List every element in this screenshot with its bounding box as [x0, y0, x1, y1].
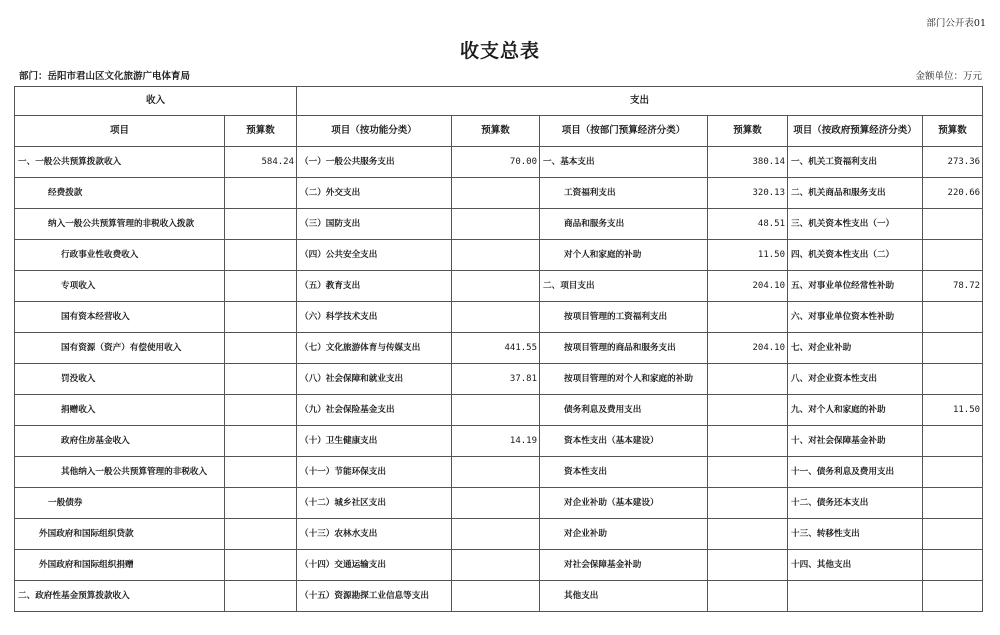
gov-economic-budget-cell: [923, 457, 983, 488]
income-item-cell: 纳入一般公共预算管理的非税收入拨款: [15, 209, 225, 240]
function-budget-cell: [452, 240, 540, 271]
table-row: [15, 271, 983, 302]
dept-economic-item-cell: 对企业补助（基本建设）: [540, 488, 708, 519]
table-row: [15, 240, 983, 271]
income-budget-cell: [225, 550, 297, 581]
gov-economic-budget-cell: [923, 364, 983, 395]
dept-economic-budget-cell: [708, 364, 788, 395]
function-budget-cell: [452, 271, 540, 302]
gov-economic-item-cell: 十四、其他支出: [788, 550, 923, 581]
gov-economic-budget-cell: [923, 302, 983, 333]
table-row: [15, 457, 983, 488]
function-budget-cell: [452, 550, 540, 581]
department-label: 部门：岳阳市君山区文化旅游广电体育局: [19, 71, 191, 82]
gov-economic-budget-cell: [923, 333, 983, 364]
income-item-cell: 政府住房基金收入: [15, 426, 225, 457]
gov-economic-item-cell: [788, 581, 923, 612]
income-item-cell: 经费拨款: [15, 178, 225, 209]
table-row: [15, 550, 983, 581]
gov-economic-budget-cell: [923, 426, 983, 457]
function-item-cell: （二）外交支出: [297, 178, 452, 209]
dept-economic-budget-cell: 48.51: [708, 209, 788, 240]
function-budget-cell: [452, 519, 540, 550]
function-item-cell: （三）国防支出: [297, 209, 452, 240]
gov-economic-item-cell: 九、对个人和家庭的补助: [788, 395, 923, 426]
dept-economic-budget-cell: [708, 426, 788, 457]
expense-header: 支出: [297, 87, 983, 116]
gov-economic-budget-cell: [923, 240, 983, 271]
dept-economic-item-cell: 按项目管理的工资福利支出: [540, 302, 708, 333]
income-item-cell: 国有资本经营收入: [15, 302, 225, 333]
gov-economic-item-cell: 四、机关资本性支出（二）: [788, 240, 923, 271]
income-budget-cell: [225, 209, 297, 240]
header-row-1: [15, 87, 983, 116]
function-item-cell: （十一）节能环保支出: [297, 457, 452, 488]
function-item-cell: （十）卫生健康支出: [297, 426, 452, 457]
income-item-cell: 一、一般公共预算拨款收入: [15, 147, 225, 178]
dept-economic-item-cell: 债务利息及费用支出: [540, 395, 708, 426]
function-budget-cell: [452, 488, 540, 519]
dept-economic-budget-cell: 204.10: [708, 271, 788, 302]
gov-economic-budget-cell: 273.36: [923, 147, 983, 178]
page-title: 收支总表: [459, 40, 540, 62]
dept-economic-budget-cell: 11.50: [708, 240, 788, 271]
function-item-cell: （七）文化旅游体育与传媒支出: [297, 333, 452, 364]
table-row: [15, 581, 983, 612]
dept-economic-budget-cell: 380.14: [708, 147, 788, 178]
dept-economic-item-cell: 商品和服务支出: [540, 209, 708, 240]
gov-economic-budget-cell: [923, 488, 983, 519]
income-item-cell: 捐赠收入: [15, 395, 225, 426]
dept-economic-budget-cell: 320.13: [708, 178, 788, 209]
function-budget-cell: [452, 457, 540, 488]
function-item-cell: （十五）资源勘探工业信息等支出: [297, 581, 452, 612]
gov-economic-item-cell: 十三、转移性支出: [788, 519, 923, 550]
gov-economic-item-cell: 十、对社会保障基金补助: [788, 426, 923, 457]
col-func-header: 项目（按功能分类）: [297, 116, 452, 147]
function-item-cell: （五）教育支出: [297, 271, 452, 302]
income-budget-cell: [225, 333, 297, 364]
col-budget-header: 预算数: [708, 116, 788, 147]
income-item-cell: 罚没收入: [15, 364, 225, 395]
income-item-cell: 专项收入: [15, 271, 225, 302]
function-budget-cell: [452, 178, 540, 209]
table-row: [15, 147, 983, 178]
function-budget-cell: [452, 209, 540, 240]
income-item-cell: 二、政府性基金预算拨款收入: [15, 581, 225, 612]
income-budget-cell: [225, 395, 297, 426]
gov-economic-item-cell: 二、机关商品和服务支出: [788, 178, 923, 209]
dept-economic-budget-cell: [708, 581, 788, 612]
income-item-cell: 其他纳入一般公共预算管理的非税收入: [15, 457, 225, 488]
table-row: [15, 426, 983, 457]
gov-economic-budget-cell: [923, 550, 983, 581]
income-budget-cell: [225, 364, 297, 395]
function-item-cell: （一）一般公共服务支出: [297, 147, 452, 178]
dept-economic-item-cell: 一、基本支出: [540, 147, 708, 178]
gov-economic-budget-cell: 220.66: [923, 178, 983, 209]
function-budget-cell: 70.00: [452, 147, 540, 178]
col-budget-header: 预算数: [452, 116, 540, 147]
income-budget-cell: [225, 581, 297, 612]
dept-economic-budget-cell: [708, 395, 788, 426]
dept-economic-item-cell: 按项目管理的商品和服务支出: [540, 333, 708, 364]
gov-economic-item-cell: 七、对企业补助: [788, 333, 923, 364]
income-header: 收入: [15, 87, 297, 116]
table-row: [15, 519, 983, 550]
function-item-cell: （十四）交通运输支出: [297, 550, 452, 581]
function-item-cell: （六）科学技术支出: [297, 302, 452, 333]
table-row: [15, 488, 983, 519]
gov-economic-budget-cell: [923, 209, 983, 240]
income-budget-cell: [225, 178, 297, 209]
function-budget-cell: 441.55: [452, 333, 540, 364]
income-budget-cell: [225, 240, 297, 271]
income-item-cell: 外国政府和国际组织捐赠: [15, 550, 225, 581]
col-item-header: 项目: [15, 116, 225, 147]
income-budget-cell: [225, 302, 297, 333]
gov-economic-item-cell: 六、对事业单位资本性补助: [788, 302, 923, 333]
income-budget-cell: [225, 488, 297, 519]
gov-economic-budget-cell: 11.50: [923, 395, 983, 426]
income-budget-cell: 584.24: [225, 147, 297, 178]
table-row: [15, 302, 983, 333]
function-budget-cell: [452, 581, 540, 612]
income-expense-table: [14, 86, 983, 612]
dept-economic-item-cell: 对社会保障基金补助: [540, 550, 708, 581]
gov-economic-item-cell: 十一、债务利息及费用支出: [788, 457, 923, 488]
function-budget-cell: 37.81: [452, 364, 540, 395]
income-item-cell: 一般债券: [15, 488, 225, 519]
table-row: [15, 178, 983, 209]
table-row: [15, 364, 983, 395]
dept-economic-item-cell: 工资福利支出: [540, 178, 708, 209]
gov-economic-item-cell: 十二、债务还本支出: [788, 488, 923, 519]
gov-economic-budget-cell: [923, 519, 983, 550]
function-item-cell: （八）社会保障和就业支出: [297, 364, 452, 395]
income-budget-cell: [225, 519, 297, 550]
dept-economic-item-cell: 资本性支出（基本建设）: [540, 426, 708, 457]
function-item-cell: （九）社会保险基金支出: [297, 395, 452, 426]
col-budget-header: 预算数: [225, 116, 297, 147]
income-item-cell: 行政事业性收费收入: [15, 240, 225, 271]
function-item-cell: （四）公共安全支出: [297, 240, 452, 271]
dept-economic-item-cell: 二、项目支出: [540, 271, 708, 302]
dept-economic-item-cell: 对企业补助: [540, 519, 708, 550]
table-row: [15, 395, 983, 426]
income-item-cell: 外国政府和国际组织贷款: [15, 519, 225, 550]
col-dept-header: 项目（按部门预算经济分类）: [540, 116, 708, 147]
dept-economic-budget-cell: 204.10: [708, 333, 788, 364]
gov-economic-item-cell: 五、对事业单位经常性补助: [788, 271, 923, 302]
dept-economic-budget-cell: [708, 302, 788, 333]
gov-economic-budget-cell: [923, 581, 983, 612]
dept-economic-budget-cell: [708, 519, 788, 550]
gov-economic-item-cell: 三、机关资本性支出（一）: [788, 209, 923, 240]
dept-economic-item-cell: 对个人和家庭的补助: [540, 240, 708, 271]
col-budget-header: 预算数: [923, 116, 983, 147]
dept-economic-item-cell: 其他支出: [540, 581, 708, 612]
income-item-cell: 国有资源（资产）有偿使用收入: [15, 333, 225, 364]
dept-economic-budget-cell: [708, 550, 788, 581]
gov-economic-item-cell: 八、对企业资本性支出: [788, 364, 923, 395]
function-item-cell: （十三）农林水支出: [297, 519, 452, 550]
gov-economic-budget-cell: 78.72: [923, 271, 983, 302]
function-item-cell: （十二）城乡社区支出: [297, 488, 452, 519]
col-gov-header: 项目（按政府预算经济分类）: [788, 116, 923, 147]
header-row-2: [15, 116, 983, 147]
dept-economic-item-cell: 按项目管理的对个人和家庭的补助: [540, 364, 708, 395]
dept-economic-budget-cell: [708, 457, 788, 488]
dept-economic-item-cell: 资本性支出: [540, 457, 708, 488]
function-budget-cell: 14.19: [452, 426, 540, 457]
income-budget-cell: [225, 426, 297, 457]
unit-label: 金额单位：万元: [915, 71, 982, 82]
function-budget-cell: [452, 395, 540, 426]
form-code: 部门公开表01: [926, 18, 986, 29]
gov-economic-item-cell: 一、机关工资福利支出: [788, 147, 923, 178]
function-budget-cell: [452, 302, 540, 333]
table-row: [15, 333, 983, 364]
dept-economic-budget-cell: [708, 488, 788, 519]
table-row: [15, 209, 983, 240]
income-budget-cell: [225, 457, 297, 488]
income-budget-cell: [225, 271, 297, 302]
